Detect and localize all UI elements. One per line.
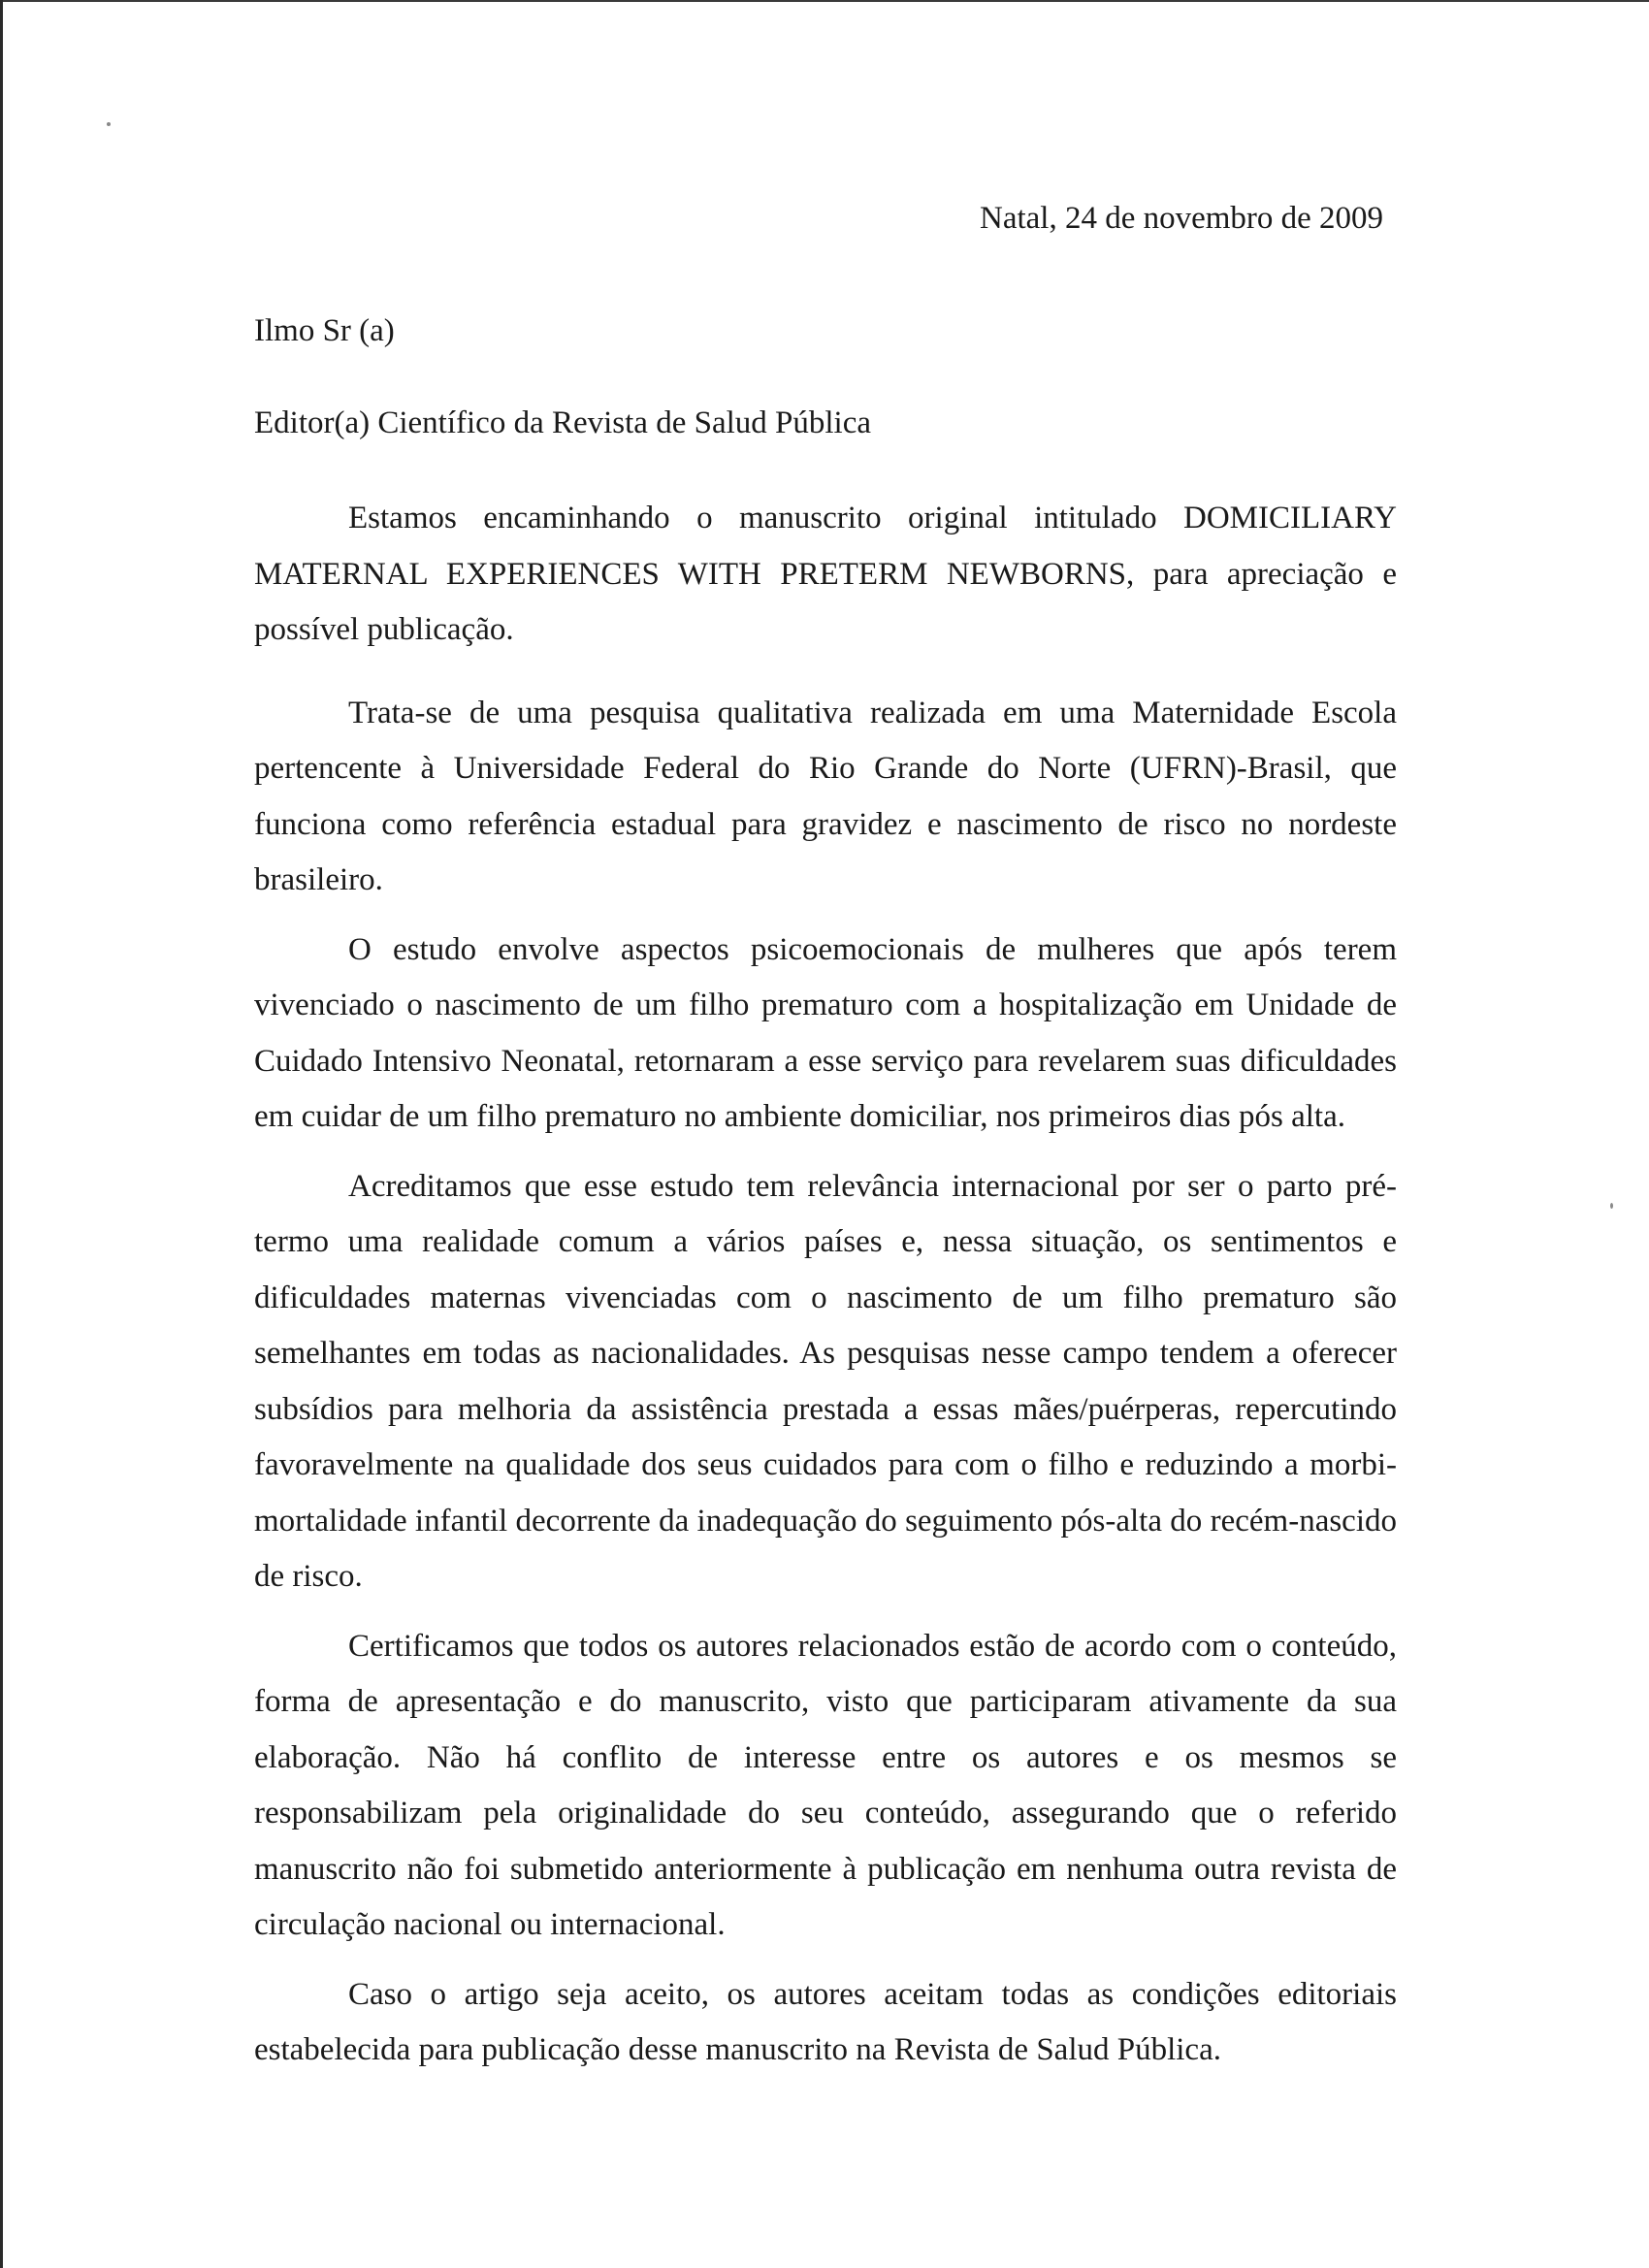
letter-salutation: Ilmo Sr (a)	[254, 313, 395, 348]
paragraph-study-setting: Trata-se de uma pesquisa qualitativa realizada em uma Maternidade Escola pertencente à Universidade Federal do Rio Grande do Norte (UFRN)-Brasil, que funciona como referência estadual para gravidez e nascimento de risco no nordeste brasileiro.	[254, 695, 1397, 897]
paragraph-relevance: Acreditamos que esse estudo tem relevância internacional por ser o parto pré-termo uma realidade comum a vários países e, nessa situação, os sentimentos e dificuldades maternas vivenciadas com o nascimento de um filho prematuro são semelhantes em todas as nacionalidades. As pesquisas nesse campo tendem a oferecer subsídios para melhoria da assistência prestada a essas mães/puérperas, repercutindo favoravelmente na qualidade dos seus cuidados para com o filho e reduzindo a morbi-mortalidade infantil decorrente da inadequação do seguimento pós-alta do recém-nascido de risco.	[254, 1168, 1397, 1594]
letter-date: Natal, 24 de novembro de 2009	[980, 201, 1384, 236]
paragraph-study-scope: O estudo envolve aspectos psicoemocionais de mulheres que após terem vivenciado o nascimento de um filho prematuro com a hospitalização em Unidade de Cuidado Intensivo Neonatal, retornaram a esse serviço para revelarem suas dificuldades em cuidar de um filho prematuro no ambiente domiciliar, nos primeiros dias pós alta.	[254, 931, 1397, 1134]
paragraph-acceptance: Caso o artigo seja aceito, os autores aceitam todas as condições editoriais estabelecida para publicação desse manuscrito na Revista de Salud Pública.	[254, 1976, 1397, 2067]
paragraph-authorship: Certificamos que todos os autores relacionados estão de acordo com o conteúdo, forma de apresentação e do manuscrito, visto que participaram ativamente da sua elaboração. Não há conflito de interesse entre os autores e os mesmos se responsabilizam pela originalidade do seu conteúdo, assegurando que o referido manuscrito não foi submetido anteriormente à publicação em nenhuma outra revista de circulação nacional ou internacional.	[254, 1628, 1397, 1942]
letter-recipient: Editor(a) Científico da Revista de Salud Pública	[254, 405, 872, 440]
paragraph-submission: Estamos encaminhando o manuscrito original intitulado DOMICILIARY MATERNAL EXPERIENCES WITH PRETERM NEWBORNS, para apreciação e possível publicação.	[254, 501, 1397, 647]
scan-left-edge	[0, 0, 3, 2268]
scan-speck	[1610, 1203, 1613, 1209]
letter-body	[254, 491, 1397, 2100]
scan-speck	[107, 122, 111, 126]
scan-top-edge	[0, 0, 1649, 2]
